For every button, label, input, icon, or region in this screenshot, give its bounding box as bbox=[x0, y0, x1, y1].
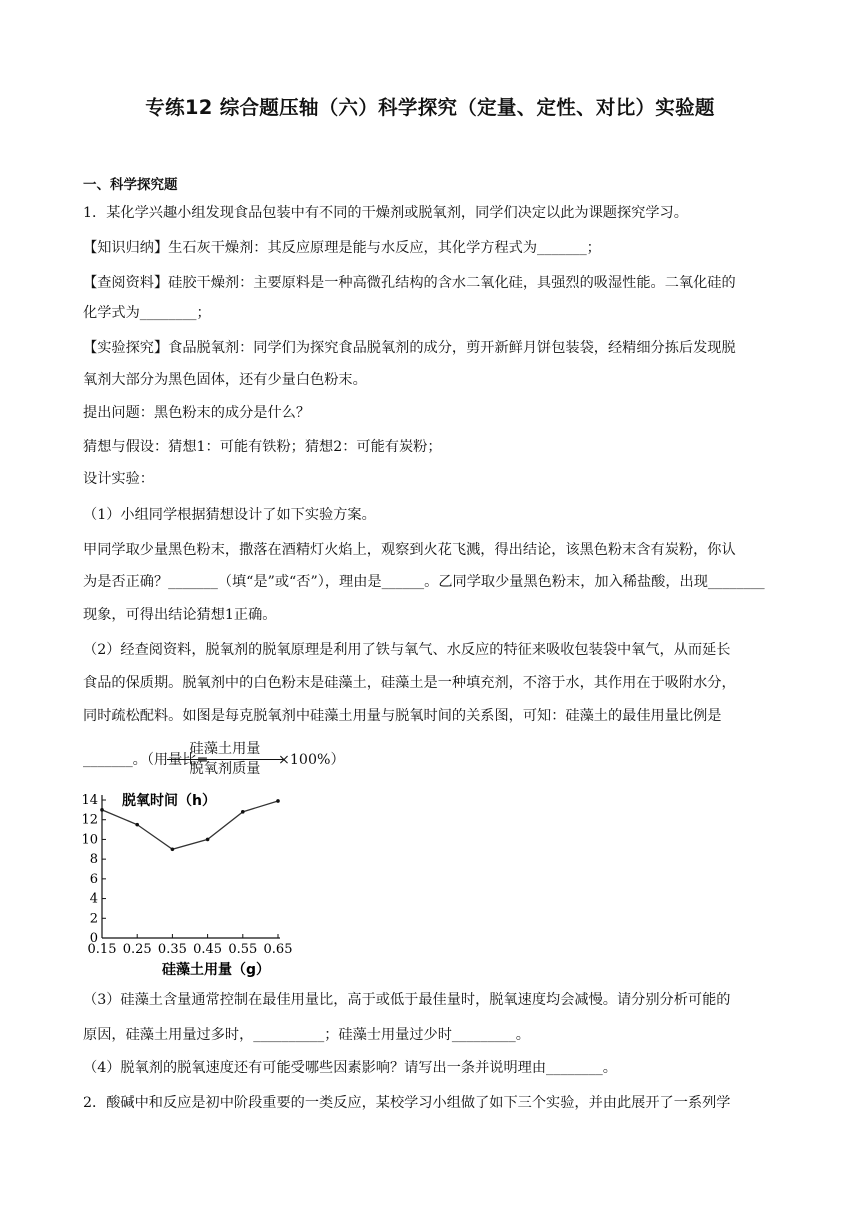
data-point bbox=[135, 823, 139, 827]
x-tick-label: 0.45 bbox=[193, 942, 223, 957]
page-title: 专练12 综合题压轴（六）科学探究（定量、定性、对比）实验题 bbox=[145, 96, 715, 119]
ratio-formula-lead: _______。（用量比= bbox=[83, 752, 209, 768]
experiment-intro-line2: 氧剂大部分为黑色固体，还有少量白色粉末。 bbox=[83, 372, 367, 388]
y-tick-label: 8 bbox=[89, 852, 98, 868]
deoxygenation-chart bbox=[80, 785, 310, 985]
x-tick-label: 0.55 bbox=[228, 942, 258, 957]
data-point bbox=[171, 847, 175, 851]
fraction-denominator: 脱氧剂质量 bbox=[189, 761, 261, 777]
x-tick-label: 0.15 bbox=[87, 942, 117, 957]
x-tick-label: 0.65 bbox=[263, 942, 293, 957]
ratio-formula-tail: ×100%） bbox=[278, 752, 345, 768]
y-tick-label: 0 bbox=[89, 931, 98, 946]
sub-question-1-text3: 现象，可得出结论猜想1正确。 bbox=[83, 607, 277, 623]
chart-x-axis-label: 硅藻土用量（g） bbox=[162, 962, 271, 978]
sub-question-2-text1: （2）经查阅资料，脱氧剂的脱氧原理是利用了铁与氧气、水反应的特征来吸收包装袋中氧气，从而延长 bbox=[83, 642, 731, 658]
y-tick-label: 10 bbox=[81, 832, 98, 848]
y-tick-label: 12 bbox=[81, 812, 98, 828]
y-tick-label: 2 bbox=[89, 911, 98, 927]
y-tick-label: 14 bbox=[81, 793, 98, 808]
sub-question-1-text1: 甲同学取少量黑色粉末，撒落在酒精灯火焰上，观察到火花飞溅，得出结论，该黑色粉末含有炭粉，你认 bbox=[83, 542, 736, 558]
section-heading: 一、科学探究题 bbox=[83, 177, 178, 193]
sub-question-1-text2: 为是否正确？_______（填“是”或“否”），理由是______。乙同学取少量黑色粉末，加入稀盐酸，出现________ bbox=[83, 574, 765, 590]
sub-question-2-text2: 食品的保质期。脱氧剂中的白色粉末是硅藻土，硅藻土是一种填充剂，不溶于水，其作用在于吸附水分， bbox=[83, 675, 736, 691]
data-point bbox=[276, 799, 280, 803]
fraction-numerator: 硅藻土用量 bbox=[189, 741, 261, 757]
sub-question-3-text2: 原因，硅藻土用量过多时，__________；硅藻士用量过少时_________。 bbox=[83, 1027, 530, 1043]
sub-question-4: （4）脱氧剂的脱氧速度还有可能受哪些因素影响？请写出一条并说明理由________。 bbox=[83, 1060, 617, 1076]
question-2-intro: 2．酸碱中和反应是初中阶段重要的一类反应，某校学习小组做了如下三个实验，并由此展开了一系列学 bbox=[83, 1095, 731, 1111]
question-1-intro: 1．某化学兴趣小组发现食品包装中有不同的干燥剂或脱氧剂，同学们决定以此为课题探究学习。 bbox=[83, 205, 688, 221]
data-point bbox=[206, 838, 210, 842]
experiment-intro-line1: 【实验探究】食品脱氧剂：同学们为探究食品脱氧剂的成分，剪开新鲜月饼包装袋，经精细分拣后发现脱 bbox=[83, 340, 736, 356]
hypothesis: 猜想与假设：猜想1：可能有铁粉；猜想2：可能有炭粉； bbox=[83, 439, 442, 455]
question-raised: 提出问题：黑色粉末的成分是什么？ bbox=[83, 405, 311, 421]
x-tick-label: 0.25 bbox=[122, 942, 152, 957]
x-tick-label: 0.35 bbox=[157, 942, 187, 957]
reference-info-line2: 化学式为________； bbox=[83, 305, 211, 321]
sub-question-2-text3: 同时疏松配料。如图是每克脱氧剂中硅藻土用量与脱氧时间的关系图，可知：硅藻土的最佳用量比例是 bbox=[83, 708, 722, 724]
sub-question-1: （1）小组同学根据猜想设计了如下实验方案。 bbox=[83, 507, 376, 523]
data-point bbox=[100, 808, 104, 812]
data-point bbox=[241, 810, 245, 814]
reference-info-line1: 【查阅资料】硅胶干燥剂：主要原料是一种高微孔结构的含水二氧化硅，具强烈的吸湿性能。二氧化硅的 bbox=[83, 275, 736, 291]
chart-title: 脱氧时间（h） bbox=[122, 793, 216, 809]
knowledge-summary: 【知识归纳】生石灰干燥剂：其反应原理是能与水反应，其化学方程式为_______； bbox=[83, 240, 601, 256]
y-tick-label: 4 bbox=[89, 891, 98, 907]
sub-question-3-text1: （3）硅藻土含量通常控制在最佳用量比，高于或低于最佳量时，脱氧速度均会减慢。请分别分析可能的 bbox=[83, 992, 731, 1008]
ratio-fraction bbox=[165, 740, 285, 779]
design-experiment: 设计实验： bbox=[83, 471, 154, 487]
y-tick-label: 6 bbox=[89, 871, 98, 887]
